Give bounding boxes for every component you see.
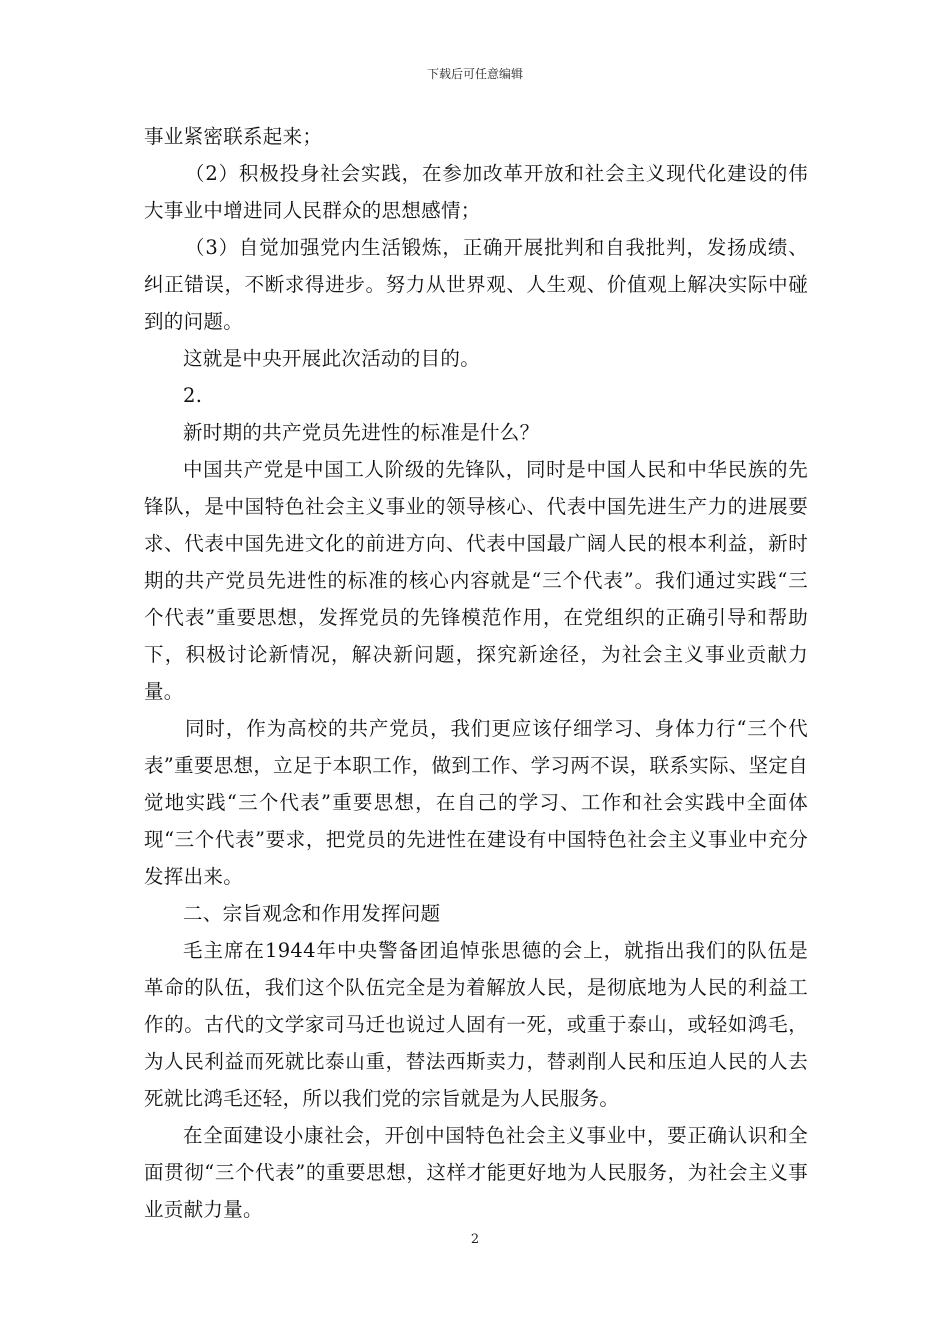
page-header: 下载后可任意编辑 bbox=[426, 67, 523, 81]
paragraph-vanguard: 中国共产党是中国工人阶级的先锋队，同时是中国人民和中华民族的先锋队，是中国特色社会主义事业的领导核心、代表中国先进生产力的进展要求、代表中国先进文化的前进方向、代表中国最广阔人民的根本利益，新时期的共产党员先进性的标准的核心内容就是“三个代表”。我们通过实践“三个代表”重要思想，发挥党员的先锋模范作用，在党组织的正确引导和帮助下，积极讨论新情况，解决新问题，探究新途径，为社会主义事业贡献力量。 bbox=[144, 458, 808, 703]
paragraph-item-3: （3）自觉加强党内生活锻炼，正确开展批判和自我批判，发扬成绩、纠正错误，不断求得进步。努力从世界观、人生观、价值观上解决实际中碰到的问题。 bbox=[144, 236, 808, 333]
paragraph-item-2: （2）积极投身社会实践，在参加改革开放和社会主义现代化建设的伟大事业中增进同人民群众的思想感情； bbox=[144, 162, 808, 222]
document-body bbox=[144, 118, 808, 1228]
paragraph-university-members: 同时，作为高校的共产党员，我们更应该仔细学习、身体力行“三个代表”重要思想，立足于本职工作，做到工作、学习两不误，联系实际、坚定自觉地实践“三个代表”重要思想，在自己的学习、工作和社会实践中全面体现“三个代表”要求，把党员的先进性在建设有中国特色社会主义事业中充分发挥出来。 bbox=[144, 717, 808, 888]
paragraph-mao: 毛主席在1944年中央警备团追悼张思德的会上，就指出我们的队伍是革命的队伍，我们这个队伍完全是为着解放人民，是彻底地为人民的利益工作的。古代的文学家司马迁也说过人固有一死，或重于泰山，或轻如鸿毛，为人民利益而死就比泰山重，替法西斯卖力，替剥削人民和压迫人民的人去死就比鸿毛还轻，所以我们党的宗旨就是为人民服务。 bbox=[144, 939, 808, 1110]
section-question: 新时期的共产党员先进性的标准是什么？ bbox=[183, 421, 540, 444]
section-number: 2. bbox=[183, 384, 203, 407]
paragraph-conclusion: 在全面建设小康社会，开创中国特色社会主义事业中，要正确认识和全面贯彻“三个代表”的重要思想，这样才能更好地为人民服务，为社会主义事业贡献力量。 bbox=[144, 1124, 808, 1221]
paragraph-purpose: 这就是中央开展此次活动的目的。 bbox=[183, 347, 481, 370]
section-heading: 二、宗旨观念和作用发挥问题 bbox=[183, 902, 441, 925]
paragraph-continuation: 事业紧密联系起来； bbox=[144, 125, 323, 148]
page-number: 2 bbox=[470, 1232, 480, 1247]
